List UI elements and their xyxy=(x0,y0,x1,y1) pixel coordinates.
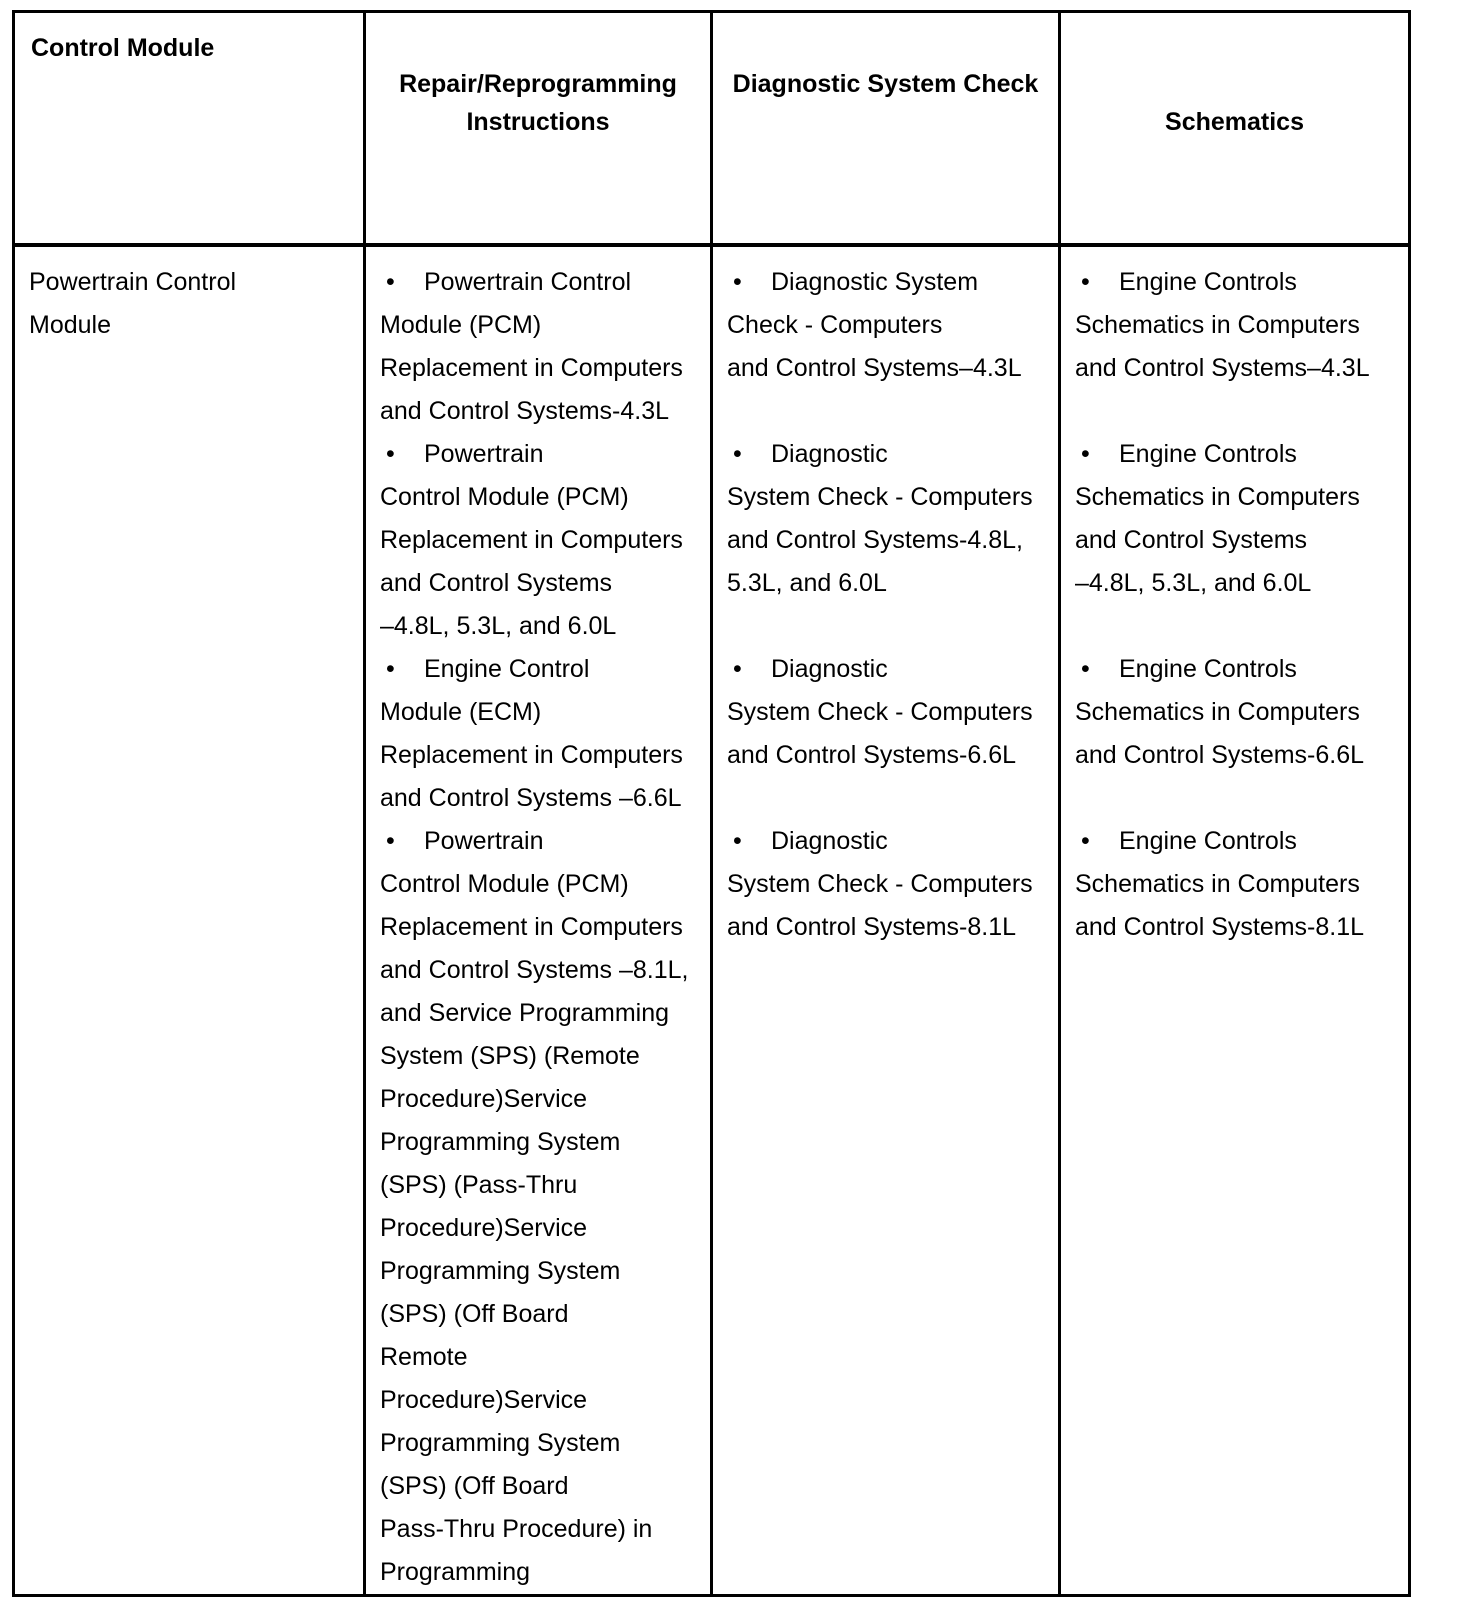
line-text: Module (PCM) xyxy=(380,311,542,339)
list-item xyxy=(1075,648,1408,777)
line-text: Programming System xyxy=(380,1128,621,1156)
list-item xyxy=(1075,433,1408,605)
module-name-line: Powertrain Control xyxy=(29,268,237,296)
line-text: Replacement in Computers xyxy=(380,913,683,941)
list-item-line xyxy=(380,476,710,519)
line-text: and Control Systems xyxy=(380,569,613,597)
list-item-line xyxy=(380,1207,710,1250)
list-item-line xyxy=(380,1508,710,1551)
line-text: Pass-Thru Procedure) in xyxy=(380,1515,653,1543)
list-item xyxy=(727,261,1058,390)
line-text: and Control Systems-8.1L xyxy=(727,913,1017,941)
line-text: and Control Systems-4.3L xyxy=(380,397,670,425)
line-text: –4.8L, 5.3L, and 6.0L xyxy=(380,612,617,640)
line-text: Schematics in Computers xyxy=(1075,698,1360,726)
line-text: Diagnostic xyxy=(771,655,888,683)
list-item-line xyxy=(727,863,1058,906)
list-item-line xyxy=(727,820,1058,863)
line-text: System Check - Computers xyxy=(727,870,1033,898)
list-item-line xyxy=(380,519,710,562)
list-item-line xyxy=(727,347,1058,390)
list-item-line xyxy=(380,1465,710,1508)
line-text: Control Module (PCM) xyxy=(380,483,629,511)
list-item xyxy=(1075,820,1408,949)
list-item-line xyxy=(727,433,1058,476)
list-item-line xyxy=(380,1336,710,1379)
list-item-line xyxy=(380,1293,710,1336)
line-text: System Check - Computers xyxy=(727,483,1033,511)
line-text: Programming System xyxy=(380,1429,621,1457)
bullet-icon: • xyxy=(386,440,395,468)
header-schematics: Schematics xyxy=(1060,12,1410,246)
repair-cell xyxy=(365,245,712,1596)
line-text: Diagnostic xyxy=(771,827,888,855)
list-item-line xyxy=(380,347,710,390)
list-item xyxy=(727,433,1058,605)
module-name-line: Module xyxy=(29,311,111,339)
bullet-icon: • xyxy=(1081,655,1090,683)
bullet-icon: • xyxy=(1081,268,1090,296)
line-text: (SPS) (Pass-Thru xyxy=(380,1171,578,1199)
list-item-line xyxy=(380,1422,710,1465)
list-item xyxy=(380,433,710,648)
list-item-line xyxy=(380,261,710,304)
line-text: and Control Systems-6.6L xyxy=(727,741,1017,769)
list-item-line xyxy=(1075,734,1408,777)
list-item-line xyxy=(1075,691,1408,734)
list-item-line xyxy=(380,1121,710,1164)
bullet-icon: • xyxy=(733,440,742,468)
line-text: Programming xyxy=(380,1558,531,1586)
line-text: Replacement in Computers xyxy=(380,741,683,769)
list-item-line xyxy=(380,863,710,906)
list-item-line xyxy=(380,433,710,476)
line-text: and Control Systems-4.8L, xyxy=(727,526,1023,554)
header-repair: Repair/Reprogramming Instructions xyxy=(365,12,712,246)
list-item-line xyxy=(1075,476,1408,519)
table-row xyxy=(14,245,1410,1596)
bullet-icon: • xyxy=(1081,827,1090,855)
line-text: and Control Systems-8.1L xyxy=(1075,913,1365,941)
list-item-line xyxy=(380,1164,710,1207)
line-text: Engine Controls xyxy=(1119,655,1297,683)
list-item-line xyxy=(727,476,1058,519)
list-item-line xyxy=(1075,261,1408,304)
line-text: 5.3L, and 6.0L xyxy=(727,569,887,597)
header-control-module: Control Module xyxy=(14,12,365,246)
list-item-line xyxy=(1075,906,1408,949)
schematics-cell xyxy=(1060,245,1410,1596)
list-item-line xyxy=(380,1078,710,1121)
list-item-line xyxy=(380,1379,710,1422)
list-item-line xyxy=(380,992,710,1035)
bullet-icon: • xyxy=(386,268,395,296)
line-text: Schematics in Computers xyxy=(1075,483,1360,511)
line-text: Replacement in Computers xyxy=(380,526,683,554)
list-item-line xyxy=(1075,562,1408,605)
bullet-icon: • xyxy=(733,827,742,855)
list-item-line xyxy=(1075,304,1408,347)
bullet-icon: • xyxy=(1081,440,1090,468)
diagnostic-cell xyxy=(712,245,1060,1596)
line-text: and Control Systems–4.3L xyxy=(1075,354,1370,382)
list-item-line xyxy=(1075,820,1408,863)
line-text: Engine Controls xyxy=(1119,827,1297,855)
list-item-line xyxy=(727,304,1058,347)
line-text: System Check - Computers xyxy=(727,698,1033,726)
line-text: –4.8L, 5.3L, and 6.0L xyxy=(1075,569,1312,597)
bullet-icon: • xyxy=(386,827,395,855)
list-item-line xyxy=(380,777,710,820)
list-item-line xyxy=(380,906,710,949)
line-text: Control Module (PCM) xyxy=(380,870,629,898)
line-text: and Control Systems –8.1L, xyxy=(380,956,689,984)
control-module-table xyxy=(12,10,1411,1597)
line-text: Module (ECM) xyxy=(380,698,542,726)
list-item xyxy=(380,261,710,433)
list-item xyxy=(727,648,1058,777)
line-text: Programming System xyxy=(380,1257,621,1285)
line-text: and Control Systems –6.6L xyxy=(380,784,682,812)
list-item-line xyxy=(1075,648,1408,691)
list-item-line xyxy=(727,261,1058,304)
line-text: System (SPS) (Remote xyxy=(380,1042,640,1070)
line-text: Schematics in Computers xyxy=(1075,311,1360,339)
line-text: Powertrain Control xyxy=(424,268,632,296)
line-text: Powertrain xyxy=(424,827,544,855)
list-item-line xyxy=(380,820,710,863)
line-text: Check - Computers xyxy=(727,311,943,339)
list-item-line xyxy=(380,1250,710,1293)
list-item-line xyxy=(727,648,1058,691)
line-text: Remote xyxy=(380,1343,468,1371)
list-item-line xyxy=(380,949,710,992)
line-text: Engine Controls xyxy=(1119,440,1297,468)
line-text: and Control Systems xyxy=(1075,526,1308,554)
list-item xyxy=(1075,261,1408,390)
line-text: Diagnostic xyxy=(771,440,888,468)
line-text: Diagnostic System xyxy=(771,268,979,296)
list-item-line xyxy=(727,562,1058,605)
line-text: Powertrain xyxy=(424,440,544,468)
list-item-line xyxy=(1075,347,1408,390)
list-item-line xyxy=(727,519,1058,562)
list-item-line xyxy=(380,1551,710,1594)
list-item-line xyxy=(727,691,1058,734)
list-item xyxy=(380,648,710,820)
list-item-line xyxy=(380,648,710,691)
bullet-icon: • xyxy=(733,655,742,683)
line-text: Procedure)Service xyxy=(380,1386,588,1414)
list-item-line xyxy=(380,605,710,648)
line-text: Engine Control xyxy=(424,655,590,683)
bullet-icon: • xyxy=(733,268,742,296)
module-cell xyxy=(14,245,365,1596)
list-item-line xyxy=(380,734,710,777)
line-text: and Service Programming xyxy=(380,999,670,1027)
list-item-line xyxy=(1075,433,1408,476)
list-item-line xyxy=(727,734,1058,777)
list-item-line xyxy=(380,1035,710,1078)
line-text: Replacement in Computers xyxy=(380,354,683,382)
list-item xyxy=(380,820,710,1594)
list-item-line xyxy=(380,691,710,734)
line-text: Schematics in Computers xyxy=(1075,870,1360,898)
line-text: and Control Systems–4.3L xyxy=(727,354,1022,382)
list-item-line xyxy=(1075,863,1408,906)
list-item-line xyxy=(380,304,710,347)
list-item-line xyxy=(1075,519,1408,562)
list-item-line xyxy=(727,906,1058,949)
line-text: Engine Controls xyxy=(1119,268,1297,296)
header-row xyxy=(14,12,1410,246)
line-text: Procedure)Service xyxy=(380,1085,588,1113)
list-item-line xyxy=(380,390,710,433)
header-diagnostic: Diagnostic System Check xyxy=(712,12,1060,246)
line-text: and Control Systems-6.6L xyxy=(1075,741,1365,769)
list-item xyxy=(727,820,1058,949)
list-item-line xyxy=(380,562,710,605)
line-text: (SPS) (Off Board xyxy=(380,1472,569,1500)
line-text: Procedure)Service xyxy=(380,1214,588,1242)
bullet-icon: • xyxy=(386,655,395,683)
line-text: (SPS) (Off Board xyxy=(380,1300,569,1328)
